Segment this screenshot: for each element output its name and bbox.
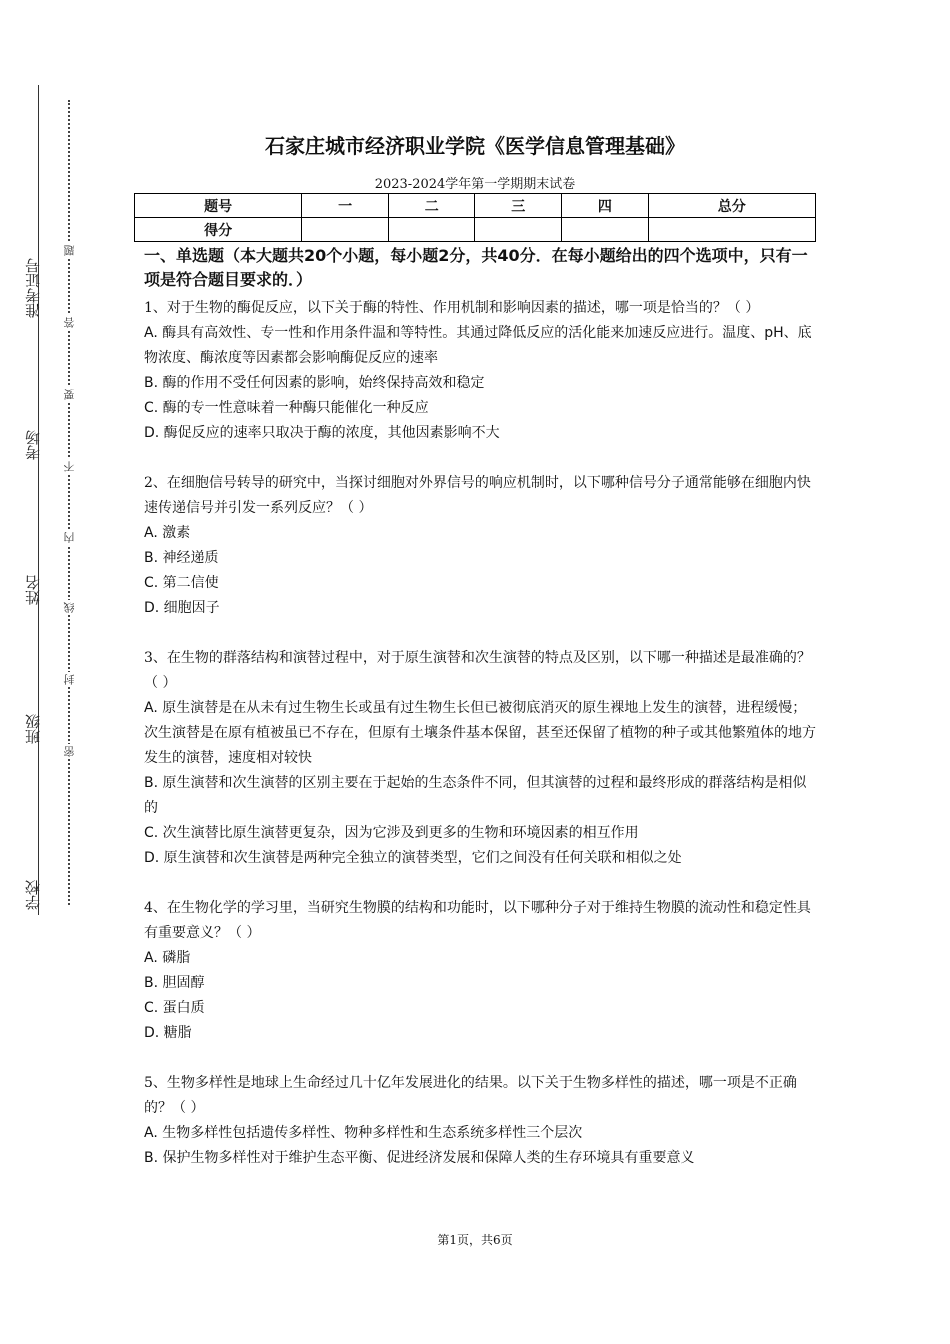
option-a: A. 生物多样性包括遗传多样性、物种多样性和生态系统多样性三个层次: [144, 1125, 583, 1141]
option-c: C. 次生演替比原生演替更复杂，因为它涉及到更多的生物和环境因素的相互作用: [144, 825, 639, 841]
option-d: D. 细胞因子: [144, 600, 220, 616]
question-1: [144, 296, 816, 446]
option-c: C. 第二信使: [144, 575, 219, 591]
section-title: 一、单选题（本大题共20个小题，每小题2分，共40分．在每小题给出的四个选项中，只有一项是符合题目要求的．）: [144, 246, 808, 289]
score-cell: 四: [562, 194, 649, 218]
option-b: B. 保护生物多样性对于维护生态平衡、促进经济发展和保障人类的生存环境具有重要意义: [144, 1150, 695, 1166]
score-cell: 三: [475, 194, 562, 218]
score-input-cell: [302, 218, 389, 242]
seal-word: 封: [63, 674, 76, 685]
seal-word: 题: [63, 245, 76, 256]
question-5: [144, 1071, 816, 1171]
score-input-cell: [648, 218, 815, 242]
option-a: A. 原生演替是在从未有过生物生长或虽有过生物生长但已被彻底消灭的原生裸地上发生的演替，进程缓慢；次生演替是在原有植被虽已不存在，但原有土壤条件基本保留，甚至还保留了植物的种子或其他繁殖体的地方发生的演替，速度相对较快: [144, 700, 816, 766]
seal-word: 不: [63, 461, 76, 472]
option-b: B. 原生演替和次生演替的区别主要在于起始的生态条件不同，但其演替的过程和最终形成的群落结构是相似的: [144, 775, 807, 816]
score-table-header-row: [135, 194, 816, 218]
question-4: [144, 896, 816, 1046]
exam-content: [144, 244, 816, 1196]
score-cell: 总分: [648, 194, 815, 218]
score-input-cell: [562, 218, 649, 242]
option-d: D. 原生演替和次生演替是两种完全独立的演替类型，它们之间没有任何关联和相似之处: [144, 850, 682, 866]
school-label: 学校: [24, 880, 42, 910]
option-a: A. 激素: [144, 525, 191, 541]
score-input-cell: [475, 218, 562, 242]
option-b: B. 胆固醇: [144, 975, 205, 991]
seal-word: 线: [63, 602, 76, 613]
option-d: D. 酶促反应的速率只取决于酶的浓度，其他因素影响不大: [144, 425, 500, 441]
question-stem: 5、生物多样性是地球上生命经过几十亿年发展进化的结果。以下关于生物多样性的描述，哪一项是不正确的？（ ）: [144, 1075, 797, 1116]
question-stem: 3、在生物的群落结构和演替过程中，对于原生演替和次生演替的特点及区别，以下哪一种描述是最准确的？（ ）: [144, 650, 811, 691]
student-name-label: 姓名: [24, 575, 42, 605]
exam-title: 石家庄城市经济职业学院《医学信息管理基础》: [265, 134, 685, 158]
option-a: A. 酶具有高效性、专一性和作用条件温和等特性。其通过降低反应的活化能来加速反应进行。温度、pH、底物浓度、酶浓度等因素都会影响酶促反应的速率: [144, 325, 812, 366]
binding-dotted-line: [68, 100, 70, 905]
score-input-cell: [388, 218, 475, 242]
question-stem: 2、在细胞信号转导的研究中，当探讨细胞对外界信号的响应机制时，以下哪种信号分子通常能够在细胞内快速传递信号并引发一系列反应？（ ）: [144, 475, 811, 516]
page-footer: 第1页，共6页: [437, 1233, 513, 1247]
option-b: B. 神经递质: [144, 550, 219, 566]
option-a: A. 磷脂: [144, 950, 191, 966]
binding-solid-line: [38, 85, 39, 915]
class-label: 班级: [24, 714, 42, 744]
question-3: [144, 646, 816, 871]
admission-number-label: 准考证号: [24, 258, 42, 318]
option-c: C. 酶的专一性意味着一种酶只能催化一种反应: [144, 400, 429, 416]
question-stem: 4、在生物化学的学习里，当研究生物膜的结构和功能时，以下哪种分子对于维持生物膜的流动性和稳定性具有重要意义？（ ）: [144, 900, 811, 941]
binding-margin: [0, 0, 100, 1344]
seal-word: 内: [63, 532, 76, 543]
exam-room-label: 考场: [24, 430, 42, 460]
exam-subtitle: 2023-2024学年第一学期期末试卷: [374, 177, 576, 192]
seal-word: 密: [63, 746, 76, 757]
question-stem: 1、对于生物的酶促反应，以下关于酶的特性、作用机制和影响因素的描述，哪一项是恰当的？（ ）: [144, 300, 760, 316]
score-cell: 得分: [135, 218, 302, 242]
question-2: [144, 471, 816, 621]
score-table-score-row: [135, 218, 816, 242]
score-cell: 一: [302, 194, 389, 218]
score-cell: 二: [388, 194, 475, 218]
score-table: [134, 193, 816, 242]
seal-word: 答: [63, 317, 76, 328]
option-b: B. 酶的作用不受任何因素的影响，始终保持高效和稳定: [144, 375, 485, 391]
option-d: D. 糖脂: [144, 1025, 192, 1041]
score-cell: 题号: [135, 194, 302, 218]
seal-word: 要: [63, 389, 76, 400]
option-c: C. 蛋白质: [144, 1000, 205, 1016]
